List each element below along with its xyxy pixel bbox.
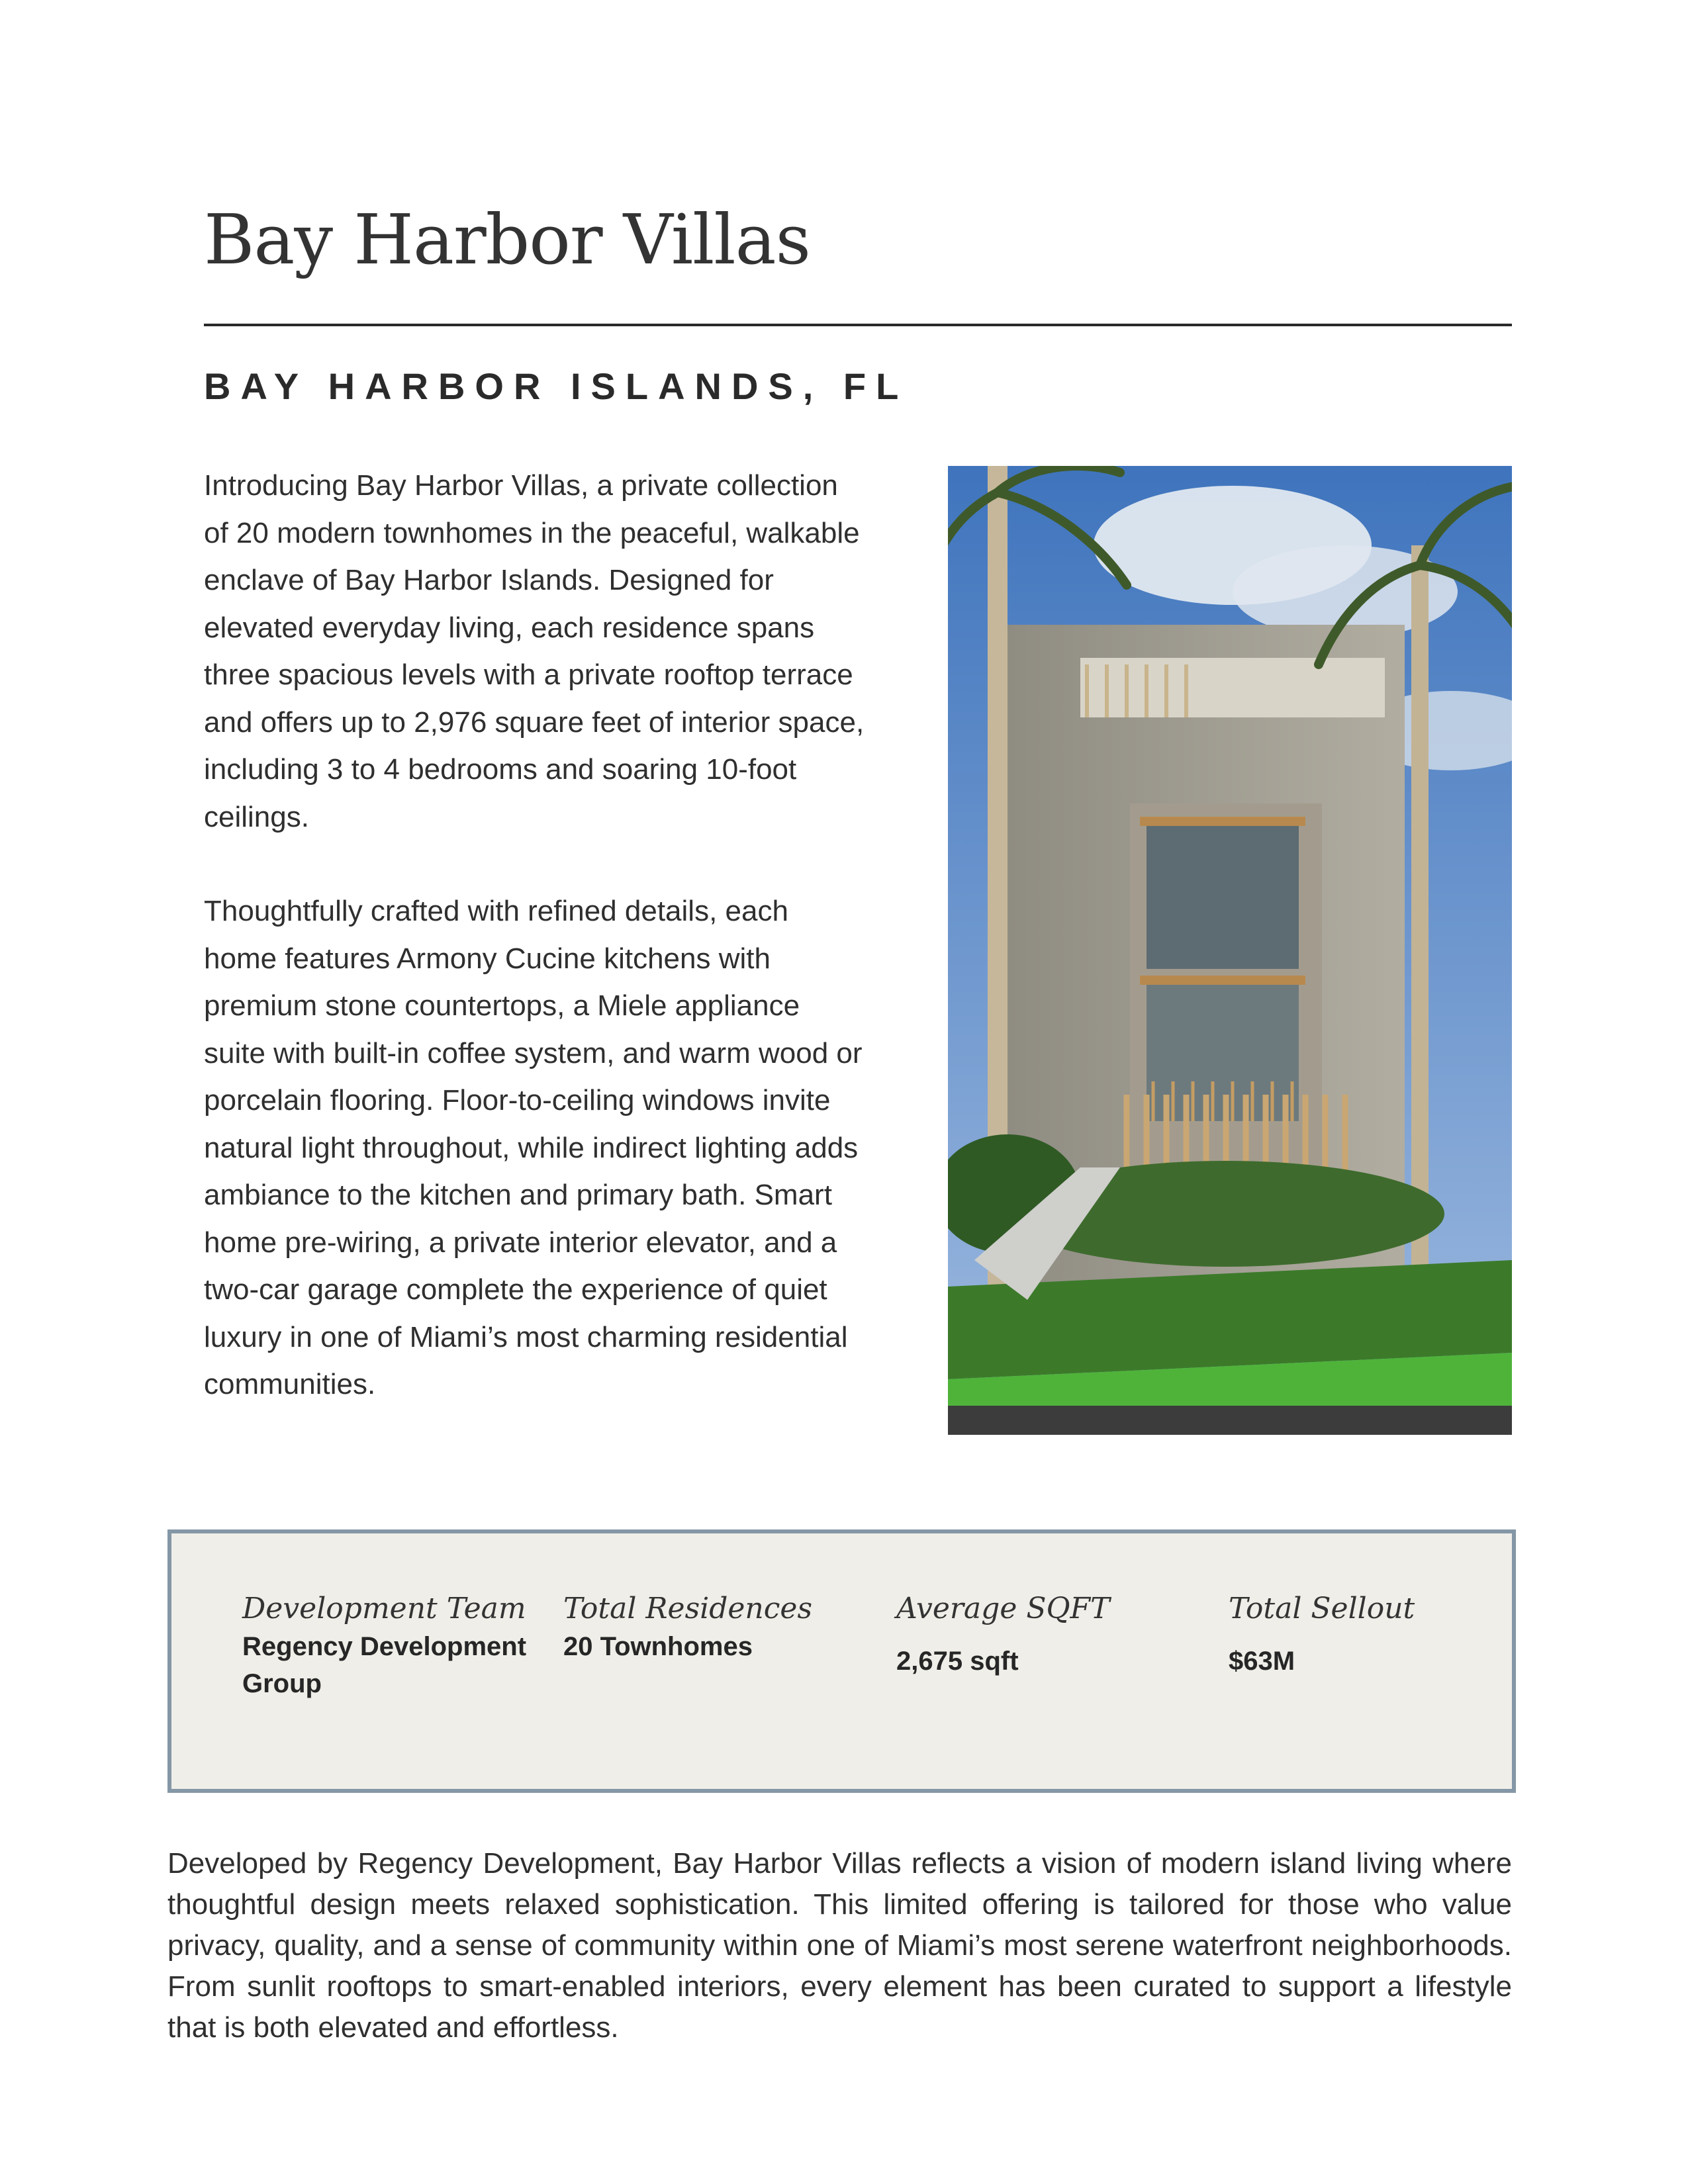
- stat-label: Average SQFT: [896, 1592, 1110, 1625]
- stat-average-sqft: [896, 1590, 1174, 1680]
- stat-total-residences: [563, 1590, 841, 1665]
- location-heading: BAY HARBOR ISLANDS, FL: [204, 365, 909, 407]
- intro-paragraph-2: Thoughtfully crafted with refined details, each home features Armony Cucine kitchens with premium stone countertops, a Miele appliance suite with built-in coffee system, and warm wood or porcelain flooring. Floor-to-ceiling windows invite natural light throughout, while indirect lighting adds ambiance to the kitchen and primary bath. Smart home pre-wiring, a private interior elevator, and a two-car garage complete the experience of quiet luxury in one of Miami’s most charming residential communities.: [204, 895, 863, 1400]
- stat-label: Total Residences: [563, 1592, 813, 1625]
- title-divider: [204, 324, 1512, 326]
- stat-value: 2,675 sqft: [896, 1647, 1019, 1676]
- intro-paragraph-1: Introducing Bay Harbor Villas, a private collection of 20 modern townhomes in the peaceful, walkable enclave of Bay Harbor Islands. Designed for elevated everyday living, each residence spans three spacious levels with a private rooftop terrace and offers up to 2,976 square feet of interior space, including 3 to 4 bedrooms and soaring 10-foot ceilings.: [204, 469, 865, 833]
- stat-value: 20 Townhomes: [563, 1632, 753, 1661]
- stat-label: Development Team: [242, 1592, 526, 1625]
- page-title: Bay Harbor Villas: [204, 199, 811, 280]
- stat-value: Regency Development Group: [242, 1632, 527, 1698]
- stat-development-team: [242, 1590, 534, 1702]
- project-stats-panel: [167, 1529, 1516, 1793]
- closing-paragraph: Developed by Regency Development, Bay Harbor Villas reflects a vision of modern island living where thoughtful design meets relaxed sophistication. This limited offering is tailored for those who value privacy, quality, and a sense of community within one of Miami’s most serene waterfront neighborhoods. From sunlit rooftops to smart-enabled interiors, every element has been curated to support a lifestyle that is both elevated and effortless.: [167, 1847, 1512, 2044]
- stat-value: $63M: [1229, 1647, 1295, 1676]
- townhome-rendering-image: [948, 466, 1512, 1435]
- intro-text: [204, 462, 866, 1408]
- stat-total-sellout: [1229, 1590, 1493, 1680]
- stat-label: Total Sellout: [1229, 1592, 1415, 1625]
- townhome-rendering-illustration: [948, 466, 1512, 1435]
